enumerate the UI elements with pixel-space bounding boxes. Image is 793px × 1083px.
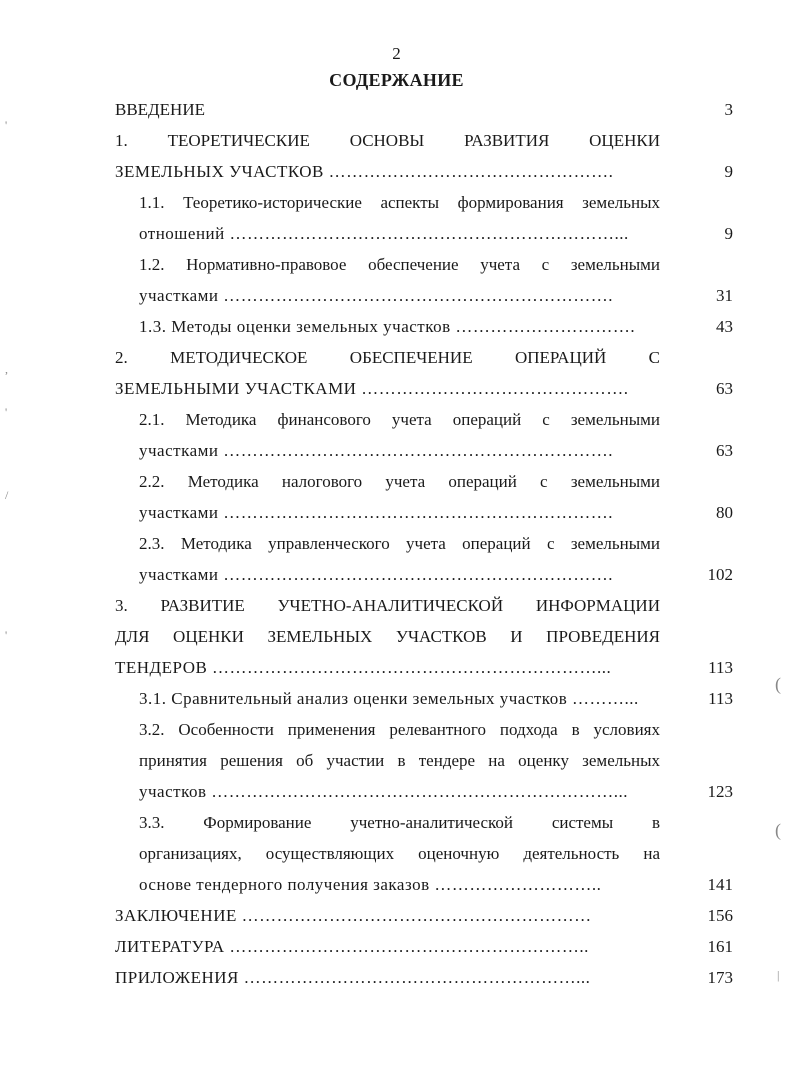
toc-entry-chapter-3: 3. РАЗВИТИЕ УЧЕТНО-АНАЛИТИЧЕСКОЙ ИНФОРМАЦИИ [115, 596, 660, 615]
scan-artifact: ' [5, 405, 8, 419]
scan-artifact: ( [775, 820, 781, 840]
toc-page-chapter-2: 63 [716, 379, 733, 398]
toc-entry-chapter-3-line-2: ДЛЯ ОЦЕНКИ ЗЕМЕЛЬНЫХ УЧАСТКОВ И ПРОВЕДЕНИЯ [115, 627, 660, 646]
toc-entry-chapter-1-cont: ЗЕМЕЛЬНЫХ УЧАСТКОВ …………………………………………. [115, 162, 614, 181]
toc-entry-1-2-cont: участками …………………………………………………………. [139, 286, 613, 305]
toc-entry-chapter-1: 1. ТЕОРЕТИЧЕСКИЕ ОСНОВЫ РАЗВИТИЯ ОЦЕНКИ [115, 131, 660, 150]
toc-entry-literature: ЛИТЕРАТУРА …………………………………………………….. [115, 937, 589, 956]
toc-entry-2-3: 2.3. Методика управленческого учета операций с земельными [139, 534, 660, 553]
toc-entry-introduction: ВВЕДЕНИЕ [115, 100, 205, 119]
scan-artifact: / [5, 488, 9, 502]
toc-page-2-2: 80 [716, 503, 733, 522]
toc-page-3-2: 123 [707, 782, 733, 801]
toc-entry-chapter-3-line-3: ТЕНДЕРОВ …………………………………………………………... [115, 658, 612, 677]
toc-entry-1-2: 1.2. Нормативно-правовое обеспечение учета с земельными [139, 255, 660, 274]
toc-entry-1-1-cont: отношений …………………………………………………………... [139, 224, 629, 243]
toc-entry-3-2: 3.2. Особенности применения релевантного подхода в условиях [139, 720, 660, 739]
toc-entry-1-1: 1.1. Теоретико-исторические аспекты формирования земельных [139, 193, 660, 212]
scan-artifact: ' [5, 628, 8, 642]
toc-entry-chapter-2: 2. МЕТОДИЧЕСКОЕ ОБЕСПЕЧЕНИЕ ОПЕРАЦИЙ С [115, 348, 660, 367]
toc-entry-chapter-2-cont: ЗЕМЕЛЬНЫМИ УЧАСТКАМИ ………………………………………. [115, 379, 629, 398]
toc-entry-3-2-line-2: принятия решения об участии в тендере на оценку земельных [139, 751, 660, 770]
toc-entry-3-3: 3.3. Формирование учетно-аналитической системы в [139, 813, 660, 832]
toc-page-introduction: 3 [724, 100, 733, 119]
toc-entry-3-3-line-3: основе тендерного получения заказов ……………………….. [139, 875, 602, 894]
toc-page-2-3: 102 [707, 565, 733, 584]
toc-page-chapter-3: 113 [708, 658, 733, 677]
toc-entry-3-2-line-3: участков ……………………………………………………………... [139, 782, 628, 801]
toc-page-2-1: 63 [716, 441, 733, 460]
toc-page-conclusion: 156 [707, 906, 733, 925]
scan-artifact: ( [775, 674, 781, 694]
toc-entry-2-1: 2.1. Методика финансового учета операций с земельными [139, 410, 660, 429]
toc-entry-3-3-line-2: организациях, осуществляющих оценочную деятельность на [139, 844, 660, 863]
scan-artifact: | [777, 968, 780, 982]
scan-artifact: , [5, 362, 8, 376]
toc-page-3-1: 113 [708, 689, 733, 708]
toc-entry-3-1: 3.1. Сравнительный анализ оценки земельных участков ………... [139, 689, 639, 708]
toc-entry-2-1-cont: участками …………………………………………………………. [139, 441, 613, 460]
toc-page-1-3: 43 [716, 317, 733, 336]
toc-page-3-3: 141 [707, 875, 733, 894]
toc-entry-2-3-cont: участками …………………………………………………………. [139, 565, 613, 584]
toc-entry-2-2-cont: участками …………………………………………………………. [139, 503, 613, 522]
toc-entry-conclusion: ЗАКЛЮЧЕНИЕ …………………………………………………… [115, 906, 592, 925]
toc-entry-1-3: 1.3. Методы оценки земельных участков …………………………. [139, 317, 636, 336]
toc-entry-2-2: 2.2. Методика налогового учета операций с земельными [139, 472, 660, 491]
page-number: 2 [392, 44, 401, 63]
toc-page-1-1: 9 [724, 224, 733, 243]
scan-artifact: ' [5, 118, 8, 132]
toc-entry-appendices: ПРИЛОЖЕНИЯ …………………………………………………... [115, 968, 591, 987]
toc-page-chapter-1: 9 [724, 162, 733, 181]
page-title: СОДЕРЖАНИЕ [329, 70, 464, 90]
toc-page-appendices: 173 [707, 968, 733, 987]
toc-page-1-2: 31 [716, 286, 733, 305]
toc-page-literature: 161 [707, 937, 733, 956]
